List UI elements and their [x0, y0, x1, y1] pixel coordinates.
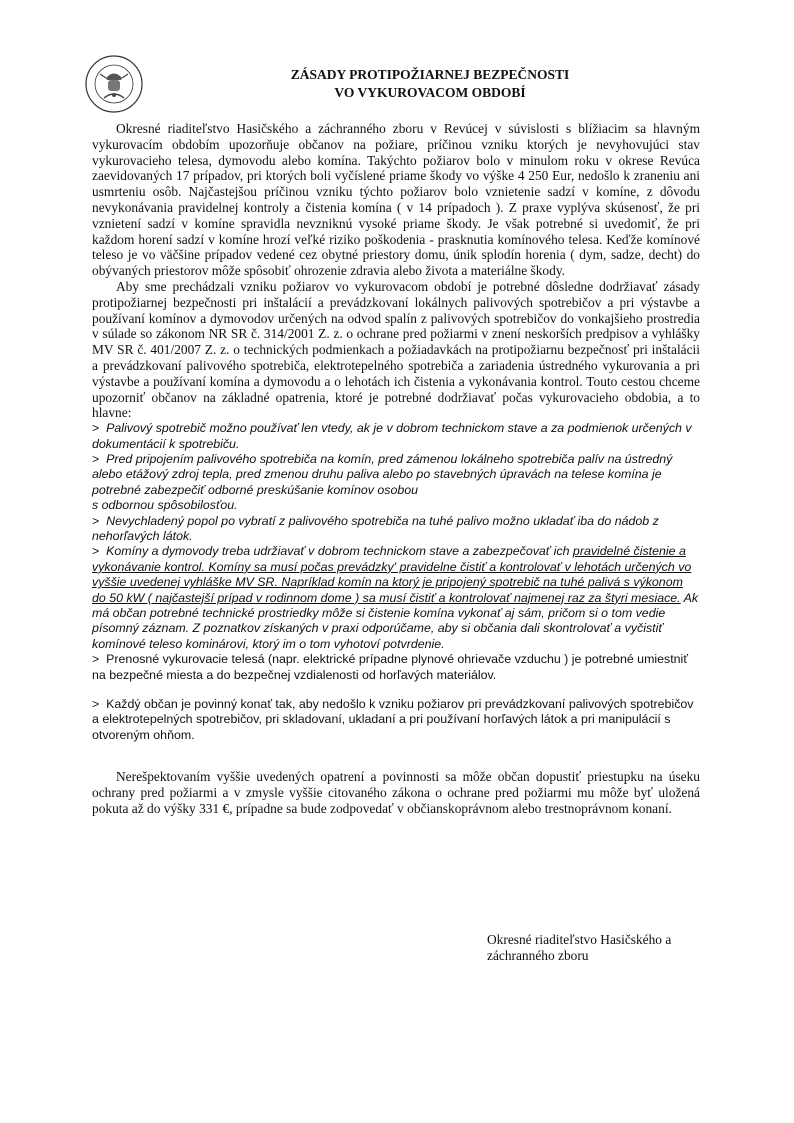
bullet-marker: > — [92, 652, 100, 667]
bullet-item — [92, 544, 700, 652]
document-title — [150, 66, 710, 102]
bullet-continuation: s odbornou spôsobilosťou. — [92, 498, 238, 513]
bullet-text: Nevychladený popol po vybratí z palivového spotrebiča na tuhé palivo možno ukladať iba do nádob z nehorľavých látok. — [92, 513, 659, 543]
bullet-item — [92, 697, 700, 743]
title-line-1: ZÁSADY PROTIPOŽIARNEJ BEZPEČNOSTI — [290, 67, 570, 82]
bullet-text: Každý občan je povinný konať tak, aby nedošlo k vzniku požiarov pri prevádzkovaní palivových spotrebičov a elektrotepelných spotrebičov, pri skladovaní, ukladaní a pri používaní horľavých látok a pri manipulácií s otvoreným ohňom. — [92, 697, 694, 742]
bullet-list — [92, 421, 700, 743]
measures-paragraph: Aby sme prechádzali vzniku požiarov vo vykurovacom období je potrebné dôsledne dodržiavať zásady protipožiarnej bezpečnosti pri inštalácií a prevádzkovaní lokálnych palivových spotrebičov a pri výstavbe a používaní komínov a dymovodov určených na odvod spalín z palivových spotrebičov do vonkajšieho prostredia v súlade so zákonom NR SR č. 314/2001 Z. z. o ochrane pred požiarmi v znení neskorších predpisov a vyhlášky MV SR č. 401/2007 Z. z. o technických podmienkach a požiadavkách na protipožiarnu bezpečnosť pri inštalácii a prevádzkovaní palivového spotrebiča, elektrotepelného spotrebiča a zariadenia ústredného vykurovania a pri výstavbe a používaní komína a dymovodu a o lehotách ich čistenia a vykonávania kontrol. Touto cestou chceme upozorniť občanov na základné opatrenia, ktoré je potrebné dodržiavať počas vykurovacieho obdobia, a to hlavne: — [92, 278, 700, 421]
bullet-marker: > — [92, 513, 100, 528]
bullet-item — [92, 514, 700, 545]
bullet-item — [92, 652, 700, 683]
bullet-underlined-text: pravidelné čistenie a vykonávanie kontrol. Komíny sa musí počas prevádzky' pravidelne čistiť a kontrolovať v lehotách určených vo vyššie uvedenej vyhláške MV SR. Napríklad komín na ktorý je pripojený spotrebič na tuhé palivá s výkonom do 50 kW ( najčastejší prípad v rodinnom dome ) sa musí čistiť a kontrolovať najmenej raz za štyri mesiace. — [92, 544, 692, 605]
bullet-text: Pred pripojením palivového spotrebiča na komín, pred zámenou lokálneho spotrebiča palív na ústredný alebo etážový zdroj tepla, pred zmenou druhu paliva alebo po stavebných úpravách na telese komína je potrebné zabezpečiť odborné preskúšanie komínov osobou — [92, 451, 673, 497]
signature-block — [487, 932, 727, 964]
bullet-marker: > — [92, 451, 100, 466]
bullet-marker: > — [92, 697, 100, 712]
signature-line-2: záchranného zboru — [487, 948, 589, 963]
title-line-2: VO VYKUROVACOM OBDOBÍ — [334, 85, 526, 100]
bullet-item — [92, 452, 700, 498]
closing-paragraph: Nerešpektovaním vyššie uvedených opatrení a povinnosti sa môže občan dopustiť priestupku na úseku ochrany pred požiarmi a v zmysle vyššie citovaného zákona o ochrane pred požiarmi mu môže byť uložená pokuta až do výšky 331 €, prípadne sa bude zodpovedať v občianskoprávnom alebo trestnoprávnom konaní. — [92, 769, 700, 816]
document-body — [92, 121, 700, 817]
bullet-item — [92, 421, 700, 452]
spacer — [92, 683, 700, 697]
bullet-marker: > — [92, 421, 100, 436]
bullet-text: Komíny a dymovody treba udržiavať v dobrom technickom stave a zabezpečovať ich — [106, 544, 570, 559]
bullet-marker: > — [92, 544, 100, 559]
bullet-text: Palivový spotrebič možno používať len vtedy, ak je v dobrom technickom stave a za podmienok určených v dokumentácií k spotrebiču. — [92, 421, 692, 451]
bullet-text: Ak má občan potrebné technické prostriedky môže si čistenie komína vykonať aj sám, pričom si o tom vedie písomný záznam. Z poznatkov získaných v praxi odporúčame, aby si občania dali skontrolovať a vyčistiť komínové teleso kominárovi, ktorý im o tom vyhotoví potvrdenie. — [92, 590, 699, 651]
fire-rescue-emblem-icon — [84, 54, 144, 114]
intro-paragraph: Okresné riaditeľstvo Hasičského a záchranného zboru v Revúcej v súvislosti s blížiacim sa hlavným vykurovacím obdobím upozorňuje občanov na požiare, príčinou vzniku ktorých je nevyhovujúci stav vykurovacieho telesa, dymovodu alebo komína. Takýchto požiarov bolo v minulom roku v okrese Revúca zaevidovaných 17 prípadov, pri ktorých boli vyčíslené priame škody vo výške 4 250 Eur, nedošlo k zraneniu ani usmrteniu osôb. Najčastejšou príčinou vzniku týchto požiarov bolo vznietenie sadzí v komíne, z dôvodu nevykonávania pravidelnej kontroly a čistenia komína ( v 14 prípadoch ). Z praxe vyplýva skúsenosť, že pri vznietení sadzí v komíne spravidla nevzniknú vysoké priame škody. Je však potrebné si uvedomiť, že pri každom horení sadzí v komíne hrozí veľké riziko poškodenia - prasknutia komínového telesa. Keďže komínové teleso je vo väčšine prípadov vedené cez obytné priestory domu, únik splodín horenia ( dym, sadze, decht) do obývaných priestorov môže spôsobiť ohrozenie zdravia alebo života a materiálne škody. — [92, 121, 700, 279]
bullet-text: Prenosné vykurovacie telesá (napr. elektrické prípadne plynové ohrievače vzduchu ) je potrebné umiestniť na bezpečné miesta a do bezpečnej vzdialenosti od horľavých materiálov. — [92, 652, 688, 682]
signature-line-1: Okresné riaditeľstvo Hasičského a — [487, 932, 672, 947]
